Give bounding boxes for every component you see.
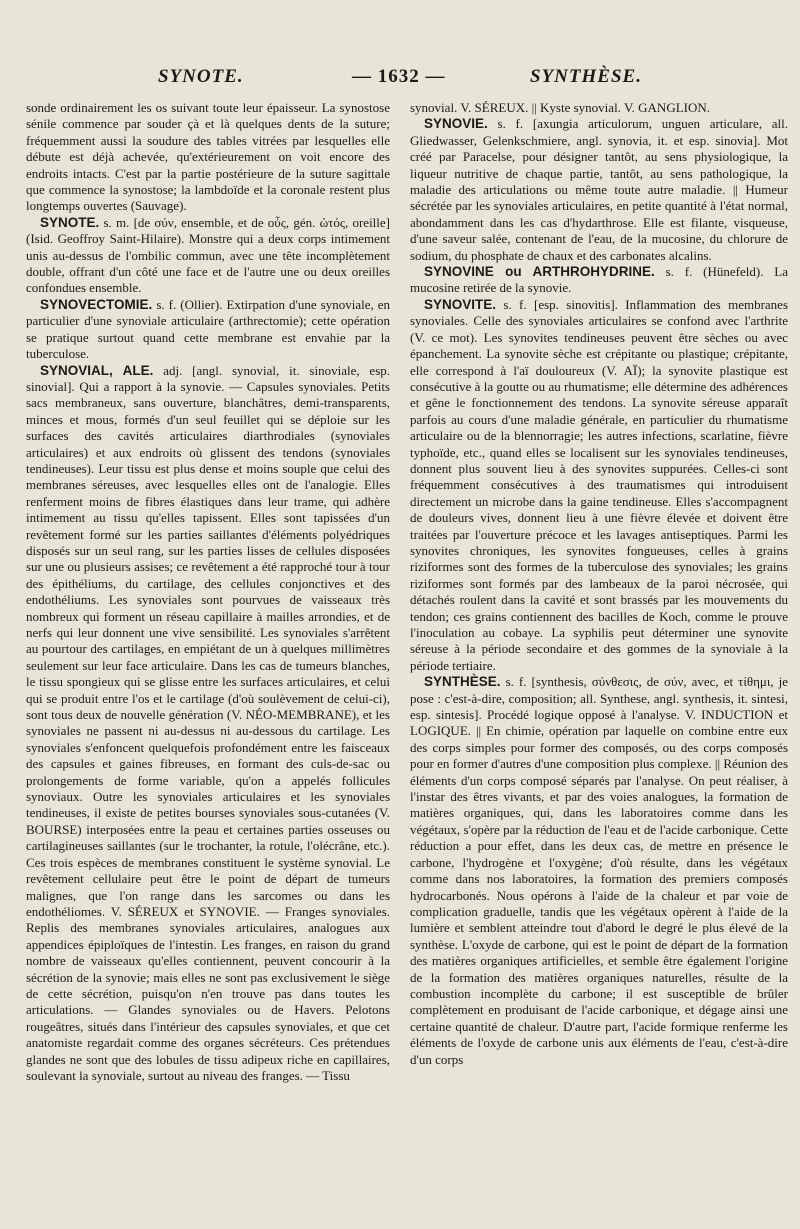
page-number: — 1632 —	[352, 66, 446, 87]
dictionary-entry	[26, 363, 390, 1085]
entry-text: s. f. [axungia articulorum, unguen articulare, all. Gliedwasser, Gelenkschmiere, angl. synovia, it. et esp. sinovia]. Mot créé par Paracelse, pour désigner tantôt, au sens physiologique, la liqueur nutritive de chaque partie, tantôt, au sens pathologique, la maladie des articulations ou même toute autre maladie. || Humeur sécrétée par les synoviales articulaires, en petite quantité à l'état normal, abondamment dans les cas d'hydarthrose. Elle est filante, visqueuse, d'une saveur salée, contenant de l'eau, de la mucosine, du chlorure de sodium, du phosphate de chaux et des carbonates alcalins.	[410, 116, 788, 263]
entry-continuation	[410, 100, 788, 116]
entry-text: s. f. [esp. sinovitis]. Inflammation des membranes synoviales. Celle des synoviales articulaires se confond avec l'arthrite (V. ce mot). Les synovites tendineuses peuvent être sèches ou avec épanchement. La synovite sèche est crépitante ou plastique; crépitante, elle correspond à l'aï douloureux (V. AÏ); la synovite plastique est consécutive à la goutte ou au rhumatisme; elle détermine des adhérences et gêne le fonctionnement des tendons. La synovite séreuse apparaît parfois au cours d'une maladie générale, en particulier du rhumatisme articulaire ou de la blennorragie; les autres infections, scarlatine, fièvre typhoïde, etc., quand elles se localisent sur les synoviales tendineuses, donnent plus souvent lieu à des synovites suppurées. Celles-ci sont fréquemment consécutives à des traumatismes qui introduisent directement un microbe dans la gaine tendineuse. Elles s'accompagnent de douleurs vives, donnent lieu à une fièvre élevée et doivent être traitées par l'ouverture précoce et les lavages antiseptiques. Parmi les synovites chroniques, les synovites fongueuses, celles à grains riziformes sont des formes de la tuberculose des synoviales; les grains riziformes sont formés par des lambeaux de la paroi nécrosée, qui détachés roulent dans la cavité et sont brassés par les mouvements du tendon; ces grains contiennent des bacilles de Koch, comme le prouve l'inoculation au cobaye. La syphilis peut déterminer une synovite séreuse à la période secondaire et des gommes de la synoviale à la période tertiaire.	[410, 296, 789, 673]
entry-headword: SYNOVIE.	[424, 116, 488, 132]
right-column	[410, 100, 788, 1068]
header-left-guide-word: SYNOTE.	[158, 66, 244, 87]
running-header	[0, 62, 800, 92]
dictionary-entry	[410, 116, 788, 264]
entry-headword: SYNOTE.	[40, 214, 100, 230]
entry-headword: SYNOVITE.	[424, 296, 497, 312]
dictionary-entry	[410, 264, 788, 297]
entry-text: synovial. V. SÉREUX. || Kyste synovial. V. GANGLION.	[410, 100, 711, 115]
entry-headword: SYNTHÈSE.	[424, 674, 501, 690]
entry-text: sonde ordinairement les os suivant toute leur épaisseur. La synostose sénile commence par souder çà et là quelques dents de la suture; fréquemment aussi la soudure des tables vitrées par lesquelles elle débute est déjà achevée, qu'extérieurement on voit encore des endroits intacts. C'est par la partie postérieure de la suture sagittale que commence la synostose; la lambdoïde et la coronale restent plus longtemps ouvertes (Sauvage).	[26, 100, 390, 214]
entry-text: s. f. (Ollier). Extirpation d'une synoviale, en particulier d'une synoviale articulaire (arthrectomie); cette opération se pratique surtout quand cette membrane est envahie par la tuberculose.	[26, 296, 391, 362]
entry-text: s. f. [synthesis, σύνθεσις, de σύν, avec, et τίθημι, je pose : c'est-à-dire, composition; all. Synthese, angl. synthesis, it. sintesi, esp. sintesis]. Procédé logique opposé à l'analyse. V. INDUCTION et LOGIQUE. || En chimie, opération par laquelle on combine entre eux des corps simples pour former des composés, ou des corps composés pour en former d'autres d'une composition plus complexe. || Réunion des éléments d'un corps composé séparés par l'analyse. On peut réaliser, à l'instar des êtres vivants, et par des voies analogues, la formation de matières organiques, qui, dans les laboratoires comme dans les végétaux, s'opère par la réduction de l'eau et de l'acide carbonique. Cette réduction a pour effet, dans les deux cas, de mettre en présence le carbone, l'hydrogène et l'oxygène; d'où résulte, dans les végétaux comme dans nos laboratoires, la formation des premiers composés hydrocarbonés. Nous opérons à l'aide de la chaleur et par voie de complication graduelle, tandis que les végétaux opèrent à l'aide de la lumière et semblent atteindre tout d'abord le degré le plus élevé de la synthèse. L'oxyde de carbone, qui est le point de départ de la formation des matières organiques artificielles, et semble être également l'origine de la formation des matières organiques naturelles, résulte de la combustion incomplète du carbone; il est susceptible de brûler complètement en produisant de l'acide carbonique, et dégage ainsi une certaine quantité de chaleur. D'autre part, l'acide formique renferme les éléments de l'oxyde de carbone unis aux éléments de l'eau, c'est-à-dire d'un corps	[410, 674, 788, 1067]
dictionary-entry	[410, 674, 788, 1068]
header-right-guide-word: SYNTHÈSE.	[530, 66, 642, 87]
dictionary-entry	[26, 215, 390, 297]
entry-text: adj. [angl. synovial, it. sinoviale, esp. sinovial]. Qui a rapport à la synovie. — Capsules synoviales. Petits sacs membraneux, sans ouverture, blanchâtres, demi-transparents, minces et mous, formés d'un seul feuillet qui se déploie sur les surfaces des cavités articulaires diarthrodiales (synoviales articulaires) et aux endroits où glissent des tendons (synoviales tendineuses). Leur tissu est plus dense et moins souple que celui des membranes séreuses, avec lesquelles elles ont de l'analogie. Elles renferment moins de fibres élastiques dans leur trame, qui adhère intimement au tissu qu'elles tapissent. Elles sont tapissées d'un revêtement formé sur les parties saillantes d'éléments polyédriques disposés sur un seul rang, sur les parties lisses de cellules disposées sur une ou plusieurs assises; ce revêtement a été rapproché tour à tour des épithéliums, du cartilage, des cellules conjonctives et des endothéliums. Les synoviales sont pourvues de vaisseaux très nombreux qui forment un réseau capillaire à mailles arrondies, et de nerfs qui leur donnent une vive sensibilité. Les synoviales s'arrêtent au pourtour des cartilages, en empiétant de un à quelques millimètres seulement sur leur face articulaire. Dans les cas de tumeurs blanches, le tissu spongieux qui se glisse entre les surfaces articulaires, et celui qui se produit entre l'os et le cartilage (d'où soulèvement de celui-ci), sont tous deux de nouvelle génération (V. NÉO-MEMBRANE), et les synoviales ne passent ni au-dessus ni au-dessous du cartilage. Les synoviales s'enfoncent quelquefois profondément entre les faisceaux des capsules et gaines fibreuses, en formant des culs-de-sac ou prolongements de forme variable, qu'on a appelés follicules synoviaux. Outre les synoviales articulaires et les synoviales tendineuses, il existe de petites bourses synoviales sous-cutanées (V. BOURSE) interposées entre la peau et certaines parties osseuses ou cartilagineuses saillantes (sur le trochanter, la rotule, l'olécrâne, etc.). Ces trois espèces de membranes constituent le système synovial. Le revêtement cellulaire peut être le point de départ de tumeurs malignes, que l'on range dans les sarcomes ou dans les endothéliomes. V. SÉREUX et SYNOVIE. — Franges synoviales. Replis des membranes synoviales articulaires, analogues aux appendices épiploïques de l'intestin. Les franges, en raison du grand nombre de vaisseaux qu'elles contiennent, peuvent concourir à la sécrétion de la synovie; mais elles ne sont pas exclusivement le siège de cette sécrétion, puisqu'on n'en trouve pas dans toutes les articulations. — Glandes synoviales ou de Havers. Pelotons rougeâtres, situés dans l'intérieur des capsules synoviales, et que cet anatomiste regardait comme des organes sécréteurs. Ces prétendues glandes ne sont que des lobules de tissu adipeux riche en capillaires, soulevant la synoviale, surtout au niveau des franges. — Tissu	[26, 362, 391, 1083]
entry-headword: SYNOVINE ou ARTHROHYDRINE.	[424, 264, 655, 280]
entry-headword: SYNOVIAL, ALE.	[40, 362, 154, 378]
entry-text: s. f. (Hünefeld). La mucosine retirée de la synovie.	[410, 264, 789, 296]
entry-text: s. m. [de σύν, ensemble, et de οὖς, gén. ὠτός, oreille] (Isid. Geoffroy Saint-Hilaire). Monstre qui a deux corps intimement unis au-dessus de l'ombilic commun, avec une tête incomplètement double, offrant d'un côté une face et de l'autre une ou deux oreilles confondues ensemble.	[26, 214, 391, 296]
left-column	[26, 100, 390, 1084]
entry-headword: SYNOVECTOMIE.	[40, 296, 153, 312]
dictionary-entry	[26, 297, 390, 363]
dictionary-entry	[410, 297, 788, 674]
entry-continuation	[26, 100, 390, 215]
